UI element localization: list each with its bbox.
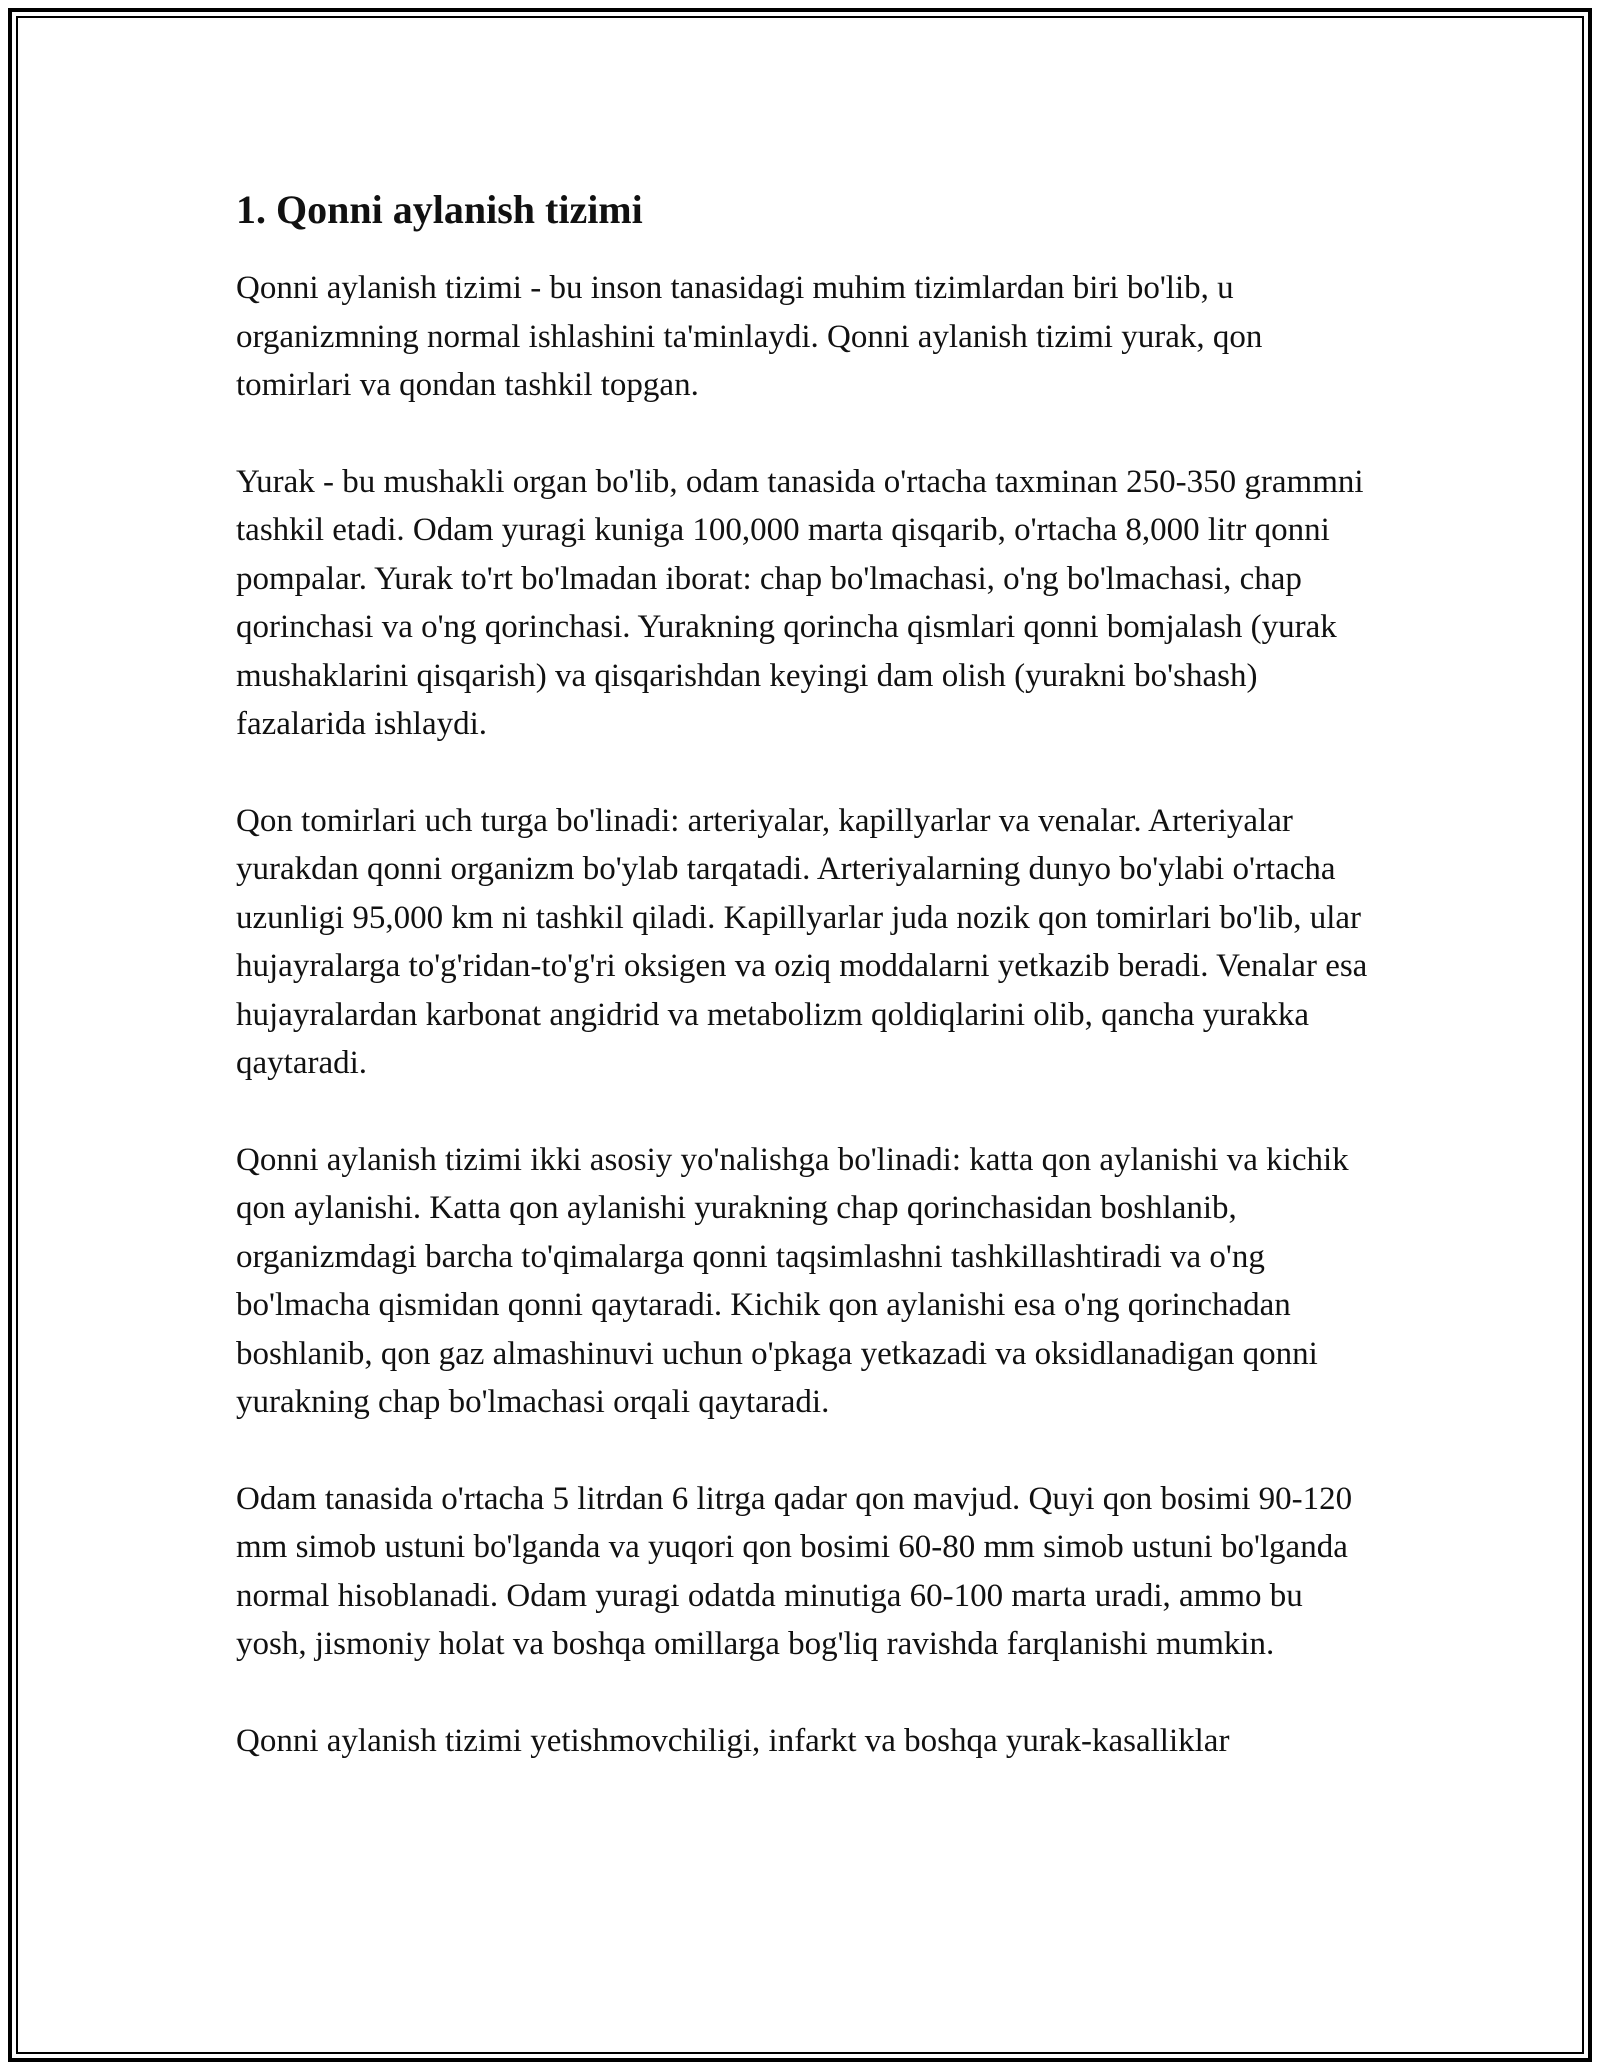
- paragraph-circulation-loops: Qonni aylanish tizimi ikki asosiy yo'nalishga bo'linadi: katta qon aylanishi va kichik qon aylanishi. Katta qon aylanishi yurakning chap qorinchasidan boshlanib, organizmdagi barcha to'qimalarga qonni taqsimlashni tashkillashtiradi va o'ng bo'lmacha qismidan qonni qaytaradi. Kichik qon aylanishi esa o'ng qorinchadan boshlanib, qon gaz almashinuvi uchun o'pkaga yetkazadi va oksidlanadigan qonni yurakning chap bo'lmachasi orqali qaytaradi.: [236, 1141, 1349, 1420]
- paragraph-intro: Qonni aylanish tizimi - bu inson tanasidagi muhim tizimlardan biri bo'lib, u organizmning normal ishlashini ta'minlaydi. Qonni aylanish tizimi yurak, qon tomirlari va qondan tashkil topgan.: [236, 270, 1263, 403]
- paragraph-diseases: Qonni aylanish tizimi yetishmovchiligi, infarkt va boshqa yurak-kasalliklar: [236, 1722, 1230, 1759]
- document-title: 1. Qonni aylanish tizimi: [236, 187, 643, 232]
- paragraph-blood-vessels: Qon tomirlari uch turga bo'linadi: arteriyalar, kapillyarlar va venalar. Arteriyalar yurakdan qonni organizm bo'ylab tarqatadi. Arteriyalarning dunyo bo'ylabi o'rtacha uzunligi 95,000 km ni tashkil qiladi. Kapillyarlar juda nozik qon tomirlari bo'lib, ular hujayralarga to'g'ridan-to'g'ri oksigen va oziq moddalarni yetkazib beradi. Venalar esa hujayralardan karbonat angidrid va metabolizm qoldiqlarini olib, qancha yurakka qaytaradi.: [236, 802, 1368, 1081]
- paragraph-heart: Yurak - bu mushakli organ bo'lib, odam tanasida o'rtacha taxminan 250-350 grammni tashkil etadi. Odam yuragi kuniga 100,000 marta qisqarib, o'rtacha 8,000 litr qonni pompalar. Yurak to'rt bo'lmadan iborat: chap bo'lmachasi, o'ng bo'lmachasi, chap qorinchasi va o'ng qorinchasi. Yurakning qorincha qismlari qonni bomjalash (yurak mushaklarini qisqarish) va qisqarishdan keyingi dam olish (yurakni bo'shash) fazalarida ishlaydi.: [236, 463, 1364, 742]
- document-body: [236, 186, 1376, 1813]
- paragraph-blood-pressure: Odam tanasida o'rtacha 5 litrdan 6 litrga qadar qon mavjud. Quyi qon bosimi 90-120 mm simob ustuni bo'lganda va yuqori qon bosimi 60-80 mm simob ustuni bo'lganda normal hisoblanadi. Odam yuragi odatda minutiga 60-100 marta uradi, ammo bu yosh, jismoniy holat va boshqa omillarga bog'liq ravishda farqlanishi mumkin.: [236, 1480, 1353, 1662]
